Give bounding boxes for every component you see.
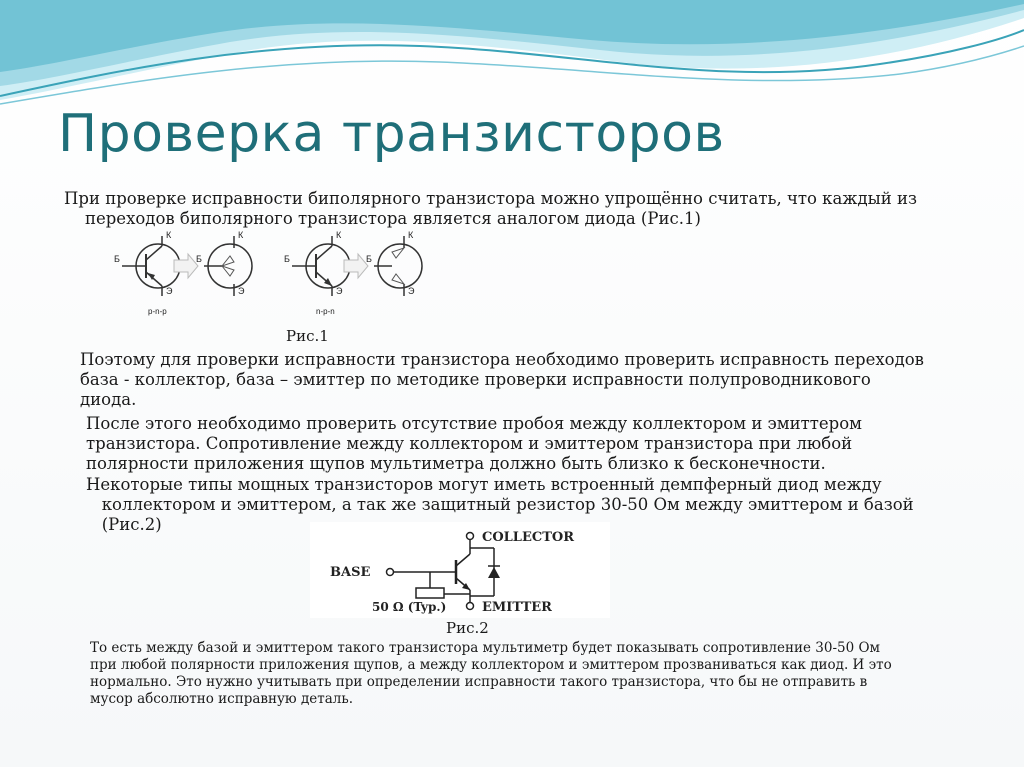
- breakdown-check-paragraph: После этого необходимо проверить отсутствие пробоя между коллектором и эмиттером транзистора. Сопротивление между коллектором и эмиттером транзистора при любой полярности приложения щупов мультиметра должно быть близко к бесконечности.: [86, 414, 862, 473]
- fig1-base-label-2: Б: [196, 254, 202, 264]
- diode-equivalent-1: [204, 236, 252, 296]
- fig1-collector-label-2: К: [238, 230, 244, 240]
- fig2-base-label: BASE: [330, 565, 371, 580]
- fig1-base-label-1: Б: [114, 254, 120, 264]
- slide-title: Проверка транзисторов: [58, 104, 725, 164]
- fig1-emitter-label-3: Э: [336, 286, 343, 296]
- fig2-resistor-label: 50 Ω (Typ.): [372, 600, 447, 614]
- figure-1-caption: Рис.1: [286, 327, 329, 345]
- fig1-emitter-label-4: Э: [408, 286, 415, 296]
- diode-equivalent-2: [374, 236, 422, 296]
- figure-2-caption: Рис.2: [446, 619, 489, 637]
- figure-1-transistor-diode-diagram: [108, 226, 438, 321]
- fig2-emitter-label: EMITTER: [482, 600, 552, 615]
- fig1-base-label-4: Б: [366, 254, 372, 264]
- power-transistor-paragraph: Некоторые типы мощных транзисторов могут иметь встроенный демпферный диод между коллектором и эмиттером, а так же защитный резистор 30-50 Ом между эмиттером и базой (Рис.2): [86, 475, 914, 534]
- fig1-emitter-label-2: Э: [238, 286, 245, 296]
- junction-check-paragraph: Поэтому для проверки исправности транзистора необходимо проверить исправность переходов база - коллектор, база – эмиттер по методике проверки исправности полупроводникового диода.: [80, 350, 924, 409]
- figure-2-damper-circuit: [310, 522, 610, 618]
- fig2-collector-label: COLLECTOR: [482, 530, 575, 545]
- fig1-emitter-label-1: Э: [166, 286, 173, 296]
- fig1-npn-label: n-p-n: [316, 307, 335, 316]
- intro-paragraph: При проверке исправности биполярного транзистора можно упрощённо считать, что каждый из переходов биполярного транзистора является аналогом диода (Рис.1): [64, 189, 918, 228]
- fig1-pnp-label: p-n-p: [148, 307, 167, 316]
- fig1-base-label-3: Б: [284, 254, 290, 264]
- fig1-collector-label-4: К: [408, 230, 414, 240]
- header-wave-decoration: [0, 0, 1024, 120]
- fig1-collector-label-3: К: [336, 230, 342, 240]
- conclusion-paragraph: То есть между базой и эмиттером такого транзистора мультиметр будет показывать сопротивление 30-50 Ом при любой полярности приложения щупов, а между коллектором и эмиттером прозваниваться как диод. И это нормально. Это нужно учитывать при определении исправности такого транзистора, что бы не отправить в мусор абсолютно исправную деталь.: [90, 640, 892, 707]
- fig1-collector-label-1: К: [166, 230, 172, 240]
